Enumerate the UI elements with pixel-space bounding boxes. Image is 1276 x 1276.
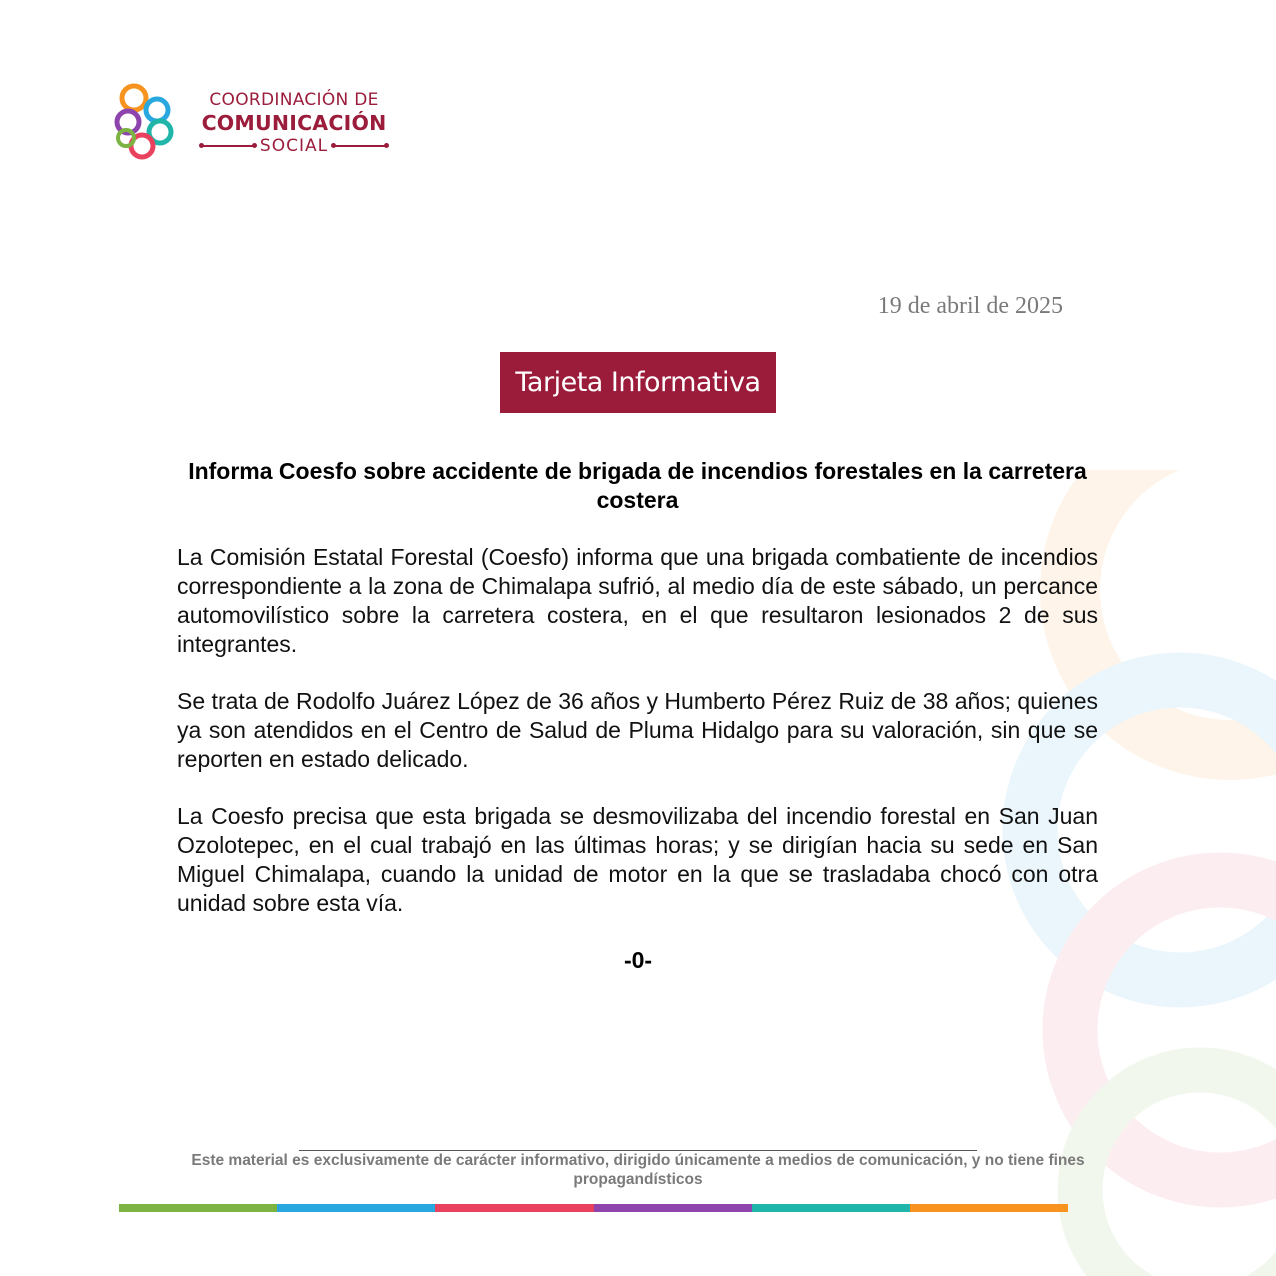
paragraph: La Comisión Estatal Forestal (Coesfo) informa que una brigada combatiente de incendios correspondiente a la zona de Chimalapa sufrió, al medio día de este sábado, un percance automovilístico sobre la carretera costera, en el que resultaron lesionados 2 de sus integrantes. [177, 544, 1098, 657]
logo-divider-right [334, 145, 386, 147]
article-body [177, 543, 1098, 946]
document-type-banner: Tarjeta Informativa [500, 352, 776, 413]
logo-line-1: COORDINACIÓN DE [209, 90, 379, 110]
publication-date: 19 de abril de 2025 [877, 293, 1063, 319]
color-bar-segment [910, 1204, 1068, 1212]
paragraph: Se trata de Rodolfo Juárez López de 36 años y Humberto Pérez Ruiz de 38 años; quienes ya son atendidos en el Centro de Salud de Pluma Hidalgo para su valoración, sin que se reporten en estado delicado. [177, 688, 1098, 772]
organization-logo [112, 82, 402, 166]
knot-logo-icon [112, 82, 182, 162]
color-bar-segment [752, 1204, 910, 1212]
logo-line-3-text: SOCIAL [259, 136, 329, 156]
headline: Informa Coesfo sobre accidente de brigada de incendios forestales en la carretera costera [188, 458, 1087, 513]
color-bar-segment [594, 1204, 752, 1212]
paragraph: La Coesfo precisa que esta brigada se desmovilizaba del incendio forestal en San Juan Ozolotepec, en el cual trabajó en las últimas horas; y se dirigían hacia su sede en San Miguel Chimalapa, cuando la unidad de motor en la que se trasladaba chocó con otra unidad sobre esta vía. [177, 803, 1098, 916]
color-bar-segment [277, 1204, 435, 1212]
footer-disclaimer: Este material es exclusivamente de carácter informativo, dirigido únicamente a medios de comunicación, y no tiene fines propagandísticos [191, 1152, 1085, 1188]
color-bar-segment [435, 1204, 593, 1212]
logo-line-3 [186, 136, 402, 156]
logo-wordmark [186, 90, 402, 156]
color-bar-segment [119, 1204, 277, 1212]
logo-divider-left [202, 145, 254, 147]
brand-color-bar [119, 1204, 1068, 1212]
end-mark: -0- [623, 947, 653, 973]
logo-line-2: COMUNICACIÓN [201, 111, 387, 135]
